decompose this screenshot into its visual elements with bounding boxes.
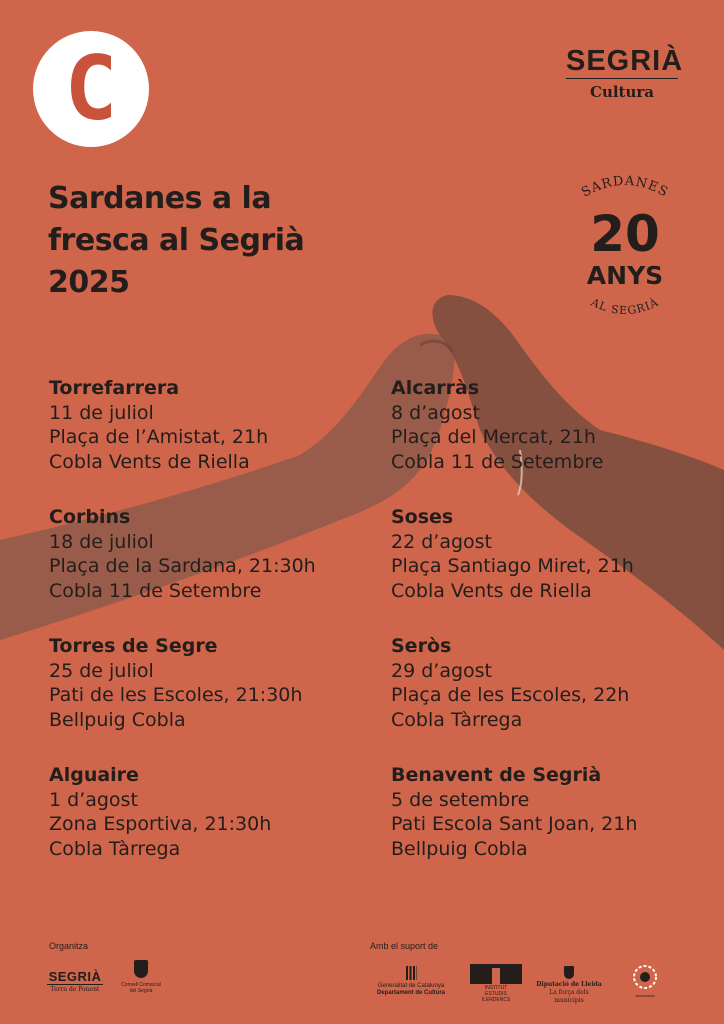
event-item: [49, 505, 349, 603]
event-item: [49, 634, 349, 732]
event-town: Corbins: [49, 506, 131, 528]
event-place: Plaça del Mercat, 21h: [391, 426, 596, 448]
segria-logo-text: SEGRIÀ: [48, 969, 102, 984]
event-item: [49, 376, 349, 474]
brand-main: SEGRIÀ: [566, 45, 684, 77]
event-band: Cobla Tàrrega: [49, 837, 181, 860]
brand-sub: Cultura: [590, 83, 654, 101]
iel-line-3: ILERDENCS: [481, 997, 511, 1003]
diputacio-line-1: Diputació de Lleida: [536, 981, 602, 988]
event-place: Plaça Santiago Miret, 21h: [391, 555, 634, 577]
consell-comarcal-logo: [118, 960, 164, 994]
generalitat-flag-icon: [406, 966, 417, 980]
brand-divider: [566, 78, 678, 79]
event-date: 29 d’agost: [391, 659, 492, 682]
event-place: Plaça de les Escoles, 22h: [391, 684, 630, 706]
diputacio-lleida-logo: [536, 966, 602, 1005]
svg-text:SARDANES: [579, 174, 671, 201]
iel-line-2: ESTUDIS: [485, 991, 507, 997]
event-band: Cobla Vents de Riella: [49, 450, 250, 473]
segria-terra-ponent-logo: [47, 970, 103, 995]
event-date: 25 de juliol: [49, 659, 154, 682]
title-line-1: Sardanes a la: [48, 181, 272, 216]
poster-title: [48, 178, 368, 304]
association-text: Associació: [635, 993, 655, 998]
iel-mark-icon: [470, 964, 522, 984]
event-town: Seròs: [391, 635, 452, 657]
event-date: 22 d’agost: [391, 530, 492, 553]
event-date: 5 de setembre: [391, 788, 530, 811]
event-town: Alguaire: [49, 764, 139, 786]
event-town: Torrefarrera: [49, 377, 180, 399]
consell-text: Consell Comarcal del Segrià: [121, 982, 161, 994]
generalitat-logo: [368, 966, 454, 997]
iel-logo: [470, 964, 522, 1003]
association-logo: [618, 962, 672, 998]
badge-bottom-arc: AL SEGRIÀ: [588, 295, 662, 318]
cultura-c-logo: [33, 31, 149, 147]
event-item: [391, 505, 691, 603]
organitza-label: Organitza: [49, 941, 89, 951]
event-item: [49, 763, 349, 861]
generalitat-line-1: Generalitat de Catalunya: [377, 983, 445, 989]
title-line-3: 2025: [48, 265, 130, 300]
badge-number: 20: [590, 205, 660, 263]
badge-word: ANYS: [586, 261, 664, 290]
consell-shield-icon: [134, 960, 148, 978]
event-date: 1 d’agost: [49, 788, 138, 811]
event-date: 11 de juliol: [49, 401, 154, 424]
event-date: 18 de juliol: [49, 530, 154, 553]
event-place: Pati Escola Sant Joan, 21h: [391, 813, 638, 835]
event-date: 8 d’agost: [391, 401, 480, 424]
svg-text:AL SEGRIÀ: [588, 295, 661, 317]
event-band: Cobla Tàrrega: [391, 708, 523, 731]
event-item: [391, 634, 691, 732]
association-emblem-icon: [630, 962, 660, 992]
event-place: Pati de les Escoles, 21:30h: [49, 684, 303, 706]
segria-logo-tag: Terra de Ponent: [47, 984, 103, 995]
event-band: Cobla 11 de Setembre: [391, 450, 604, 473]
diputacio-shield-icon: [564, 966, 574, 979]
event-item: [391, 763, 691, 861]
diputacio-line-2: La força dels municipis: [549, 989, 589, 1004]
title-line-2: fresca al Segrià: [48, 223, 305, 258]
suport-label: Amb el suport de: [370, 941, 439, 951]
anniversary-badge: [570, 170, 680, 330]
logo-letter: C: [64, 37, 118, 140]
event-band: Cobla Vents de Riella: [391, 579, 592, 602]
generalitat-line-2: Departament de Cultura: [376, 990, 445, 996]
event-place: Plaça de la Sardana, 21:30h: [49, 555, 316, 577]
event-town: Benavent de Segrià: [391, 764, 602, 786]
event-town: Alcarràs: [391, 377, 480, 399]
event-band: Bellpuig Cobla: [391, 837, 528, 860]
iel-line-1: INSTITUT: [484, 985, 508, 991]
event-town: Torres de Segre: [49, 635, 218, 657]
event-item: [391, 376, 691, 474]
event-band: Cobla 11 de Setembre: [49, 579, 262, 602]
event-place: Zona Esportiva, 21:30h: [49, 813, 272, 835]
event-town: Soses: [391, 506, 454, 528]
event-band: Bellpuig Cobla: [49, 708, 186, 731]
segria-cultura-logo: [566, 44, 684, 101]
event-place: Plaça de l’Amistat, 21h: [49, 426, 269, 448]
badge-top-arc: SARDANES: [579, 173, 671, 201]
